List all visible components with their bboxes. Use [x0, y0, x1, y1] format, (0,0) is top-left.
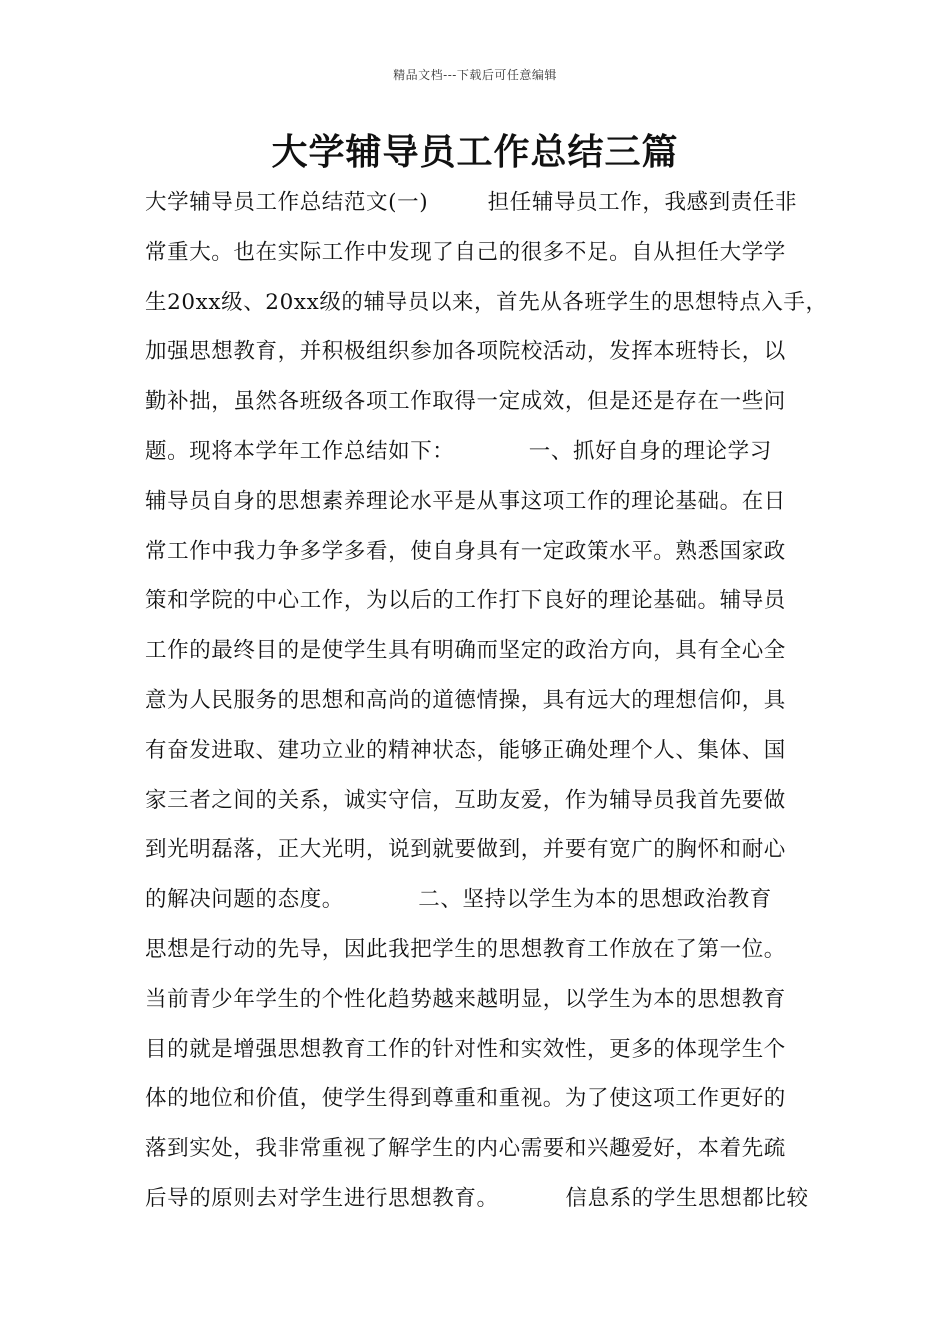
body-line: 目的就是增强思想教育工作的针对性和实效性，更多的体现学生个 [145, 1036, 786, 1062]
body-line: 辅导员自身的思想素养理论水平是从事这项工作的理论基础。在日 [145, 488, 786, 514]
body-line: 勤补拙，虽然各班级各项工作取得一定成效，但是还是存在一些问 [145, 389, 786, 415]
body-line: 后导的原则去对学生进行思想教育。 信息系的学生思想都比较 [145, 1185, 809, 1211]
document-title: 大学辅导员工作总结三篇 [271, 132, 679, 173]
body-line: 生20xx级、20xx级的辅导员以来，首先从各班学生的思想特点入手， [145, 289, 828, 315]
body-line: 的解决问题的态度。 二、坚持以学生为本的思想政治教育 [145, 887, 772, 913]
body-line: 家三者之间的关系，诚实守信，互助友爱，作为辅导员我首先要做 [145, 787, 786, 813]
header-note: 精品文档---下载后可任意编辑 [393, 68, 557, 82]
body-line: 当前青少年学生的个性化趋势越来越明显，以学生为本的思想教育 [145, 986, 786, 1012]
body-line: 策和学院的中心工作，为以后的工作打下良好的理论基础。辅导员 [145, 588, 786, 614]
body-line: 加强思想教育，并积极组织参加各项院校活动，发挥本班特长，以 [145, 339, 786, 365]
body-line: 大学辅导员工作总结范文(一) 担任辅导员工作，我感到责任非 [145, 190, 798, 215]
body-line: 有奋发进取、建功立业的精神状态，能够正确处理个人、集体、国 [145, 737, 786, 763]
document-body [145, 178, 835, 1224]
body-line: 常工作中我力争多学多看，使自身具有一定政策水平。熟悉国家政 [145, 538, 786, 564]
body-line: 工作的最终目的是使学生具有明确而坚定的政治方向，具有全心全 [145, 638, 786, 664]
body-line: 常重大。也在实际工作中发现了自己的很多不足。自从担任大学学 [145, 239, 786, 265]
body-line: 题。现将本学年工作总结如下： 一、抓好自身的理论学习 [145, 438, 772, 464]
body-line: 体的地位和价值，使学生得到尊重和重视。为了使这项工作更好的 [145, 1086, 786, 1112]
body-line: 思想是行动的先导，因此我把学生的思想教育工作放在了第一位。 [145, 936, 786, 962]
body-line: 到光明磊落，正大光明，说到就要做到，并要有宽广的胸怀和耐心 [145, 837, 786, 863]
body-line: 落到实处，我非常重视了解学生的内心需要和兴趣爱好，本着先疏 [145, 1136, 786, 1162]
body-line: 意为人民服务的思想和高尚的道德情操，具有远大的理想信仰，具 [145, 687, 786, 713]
